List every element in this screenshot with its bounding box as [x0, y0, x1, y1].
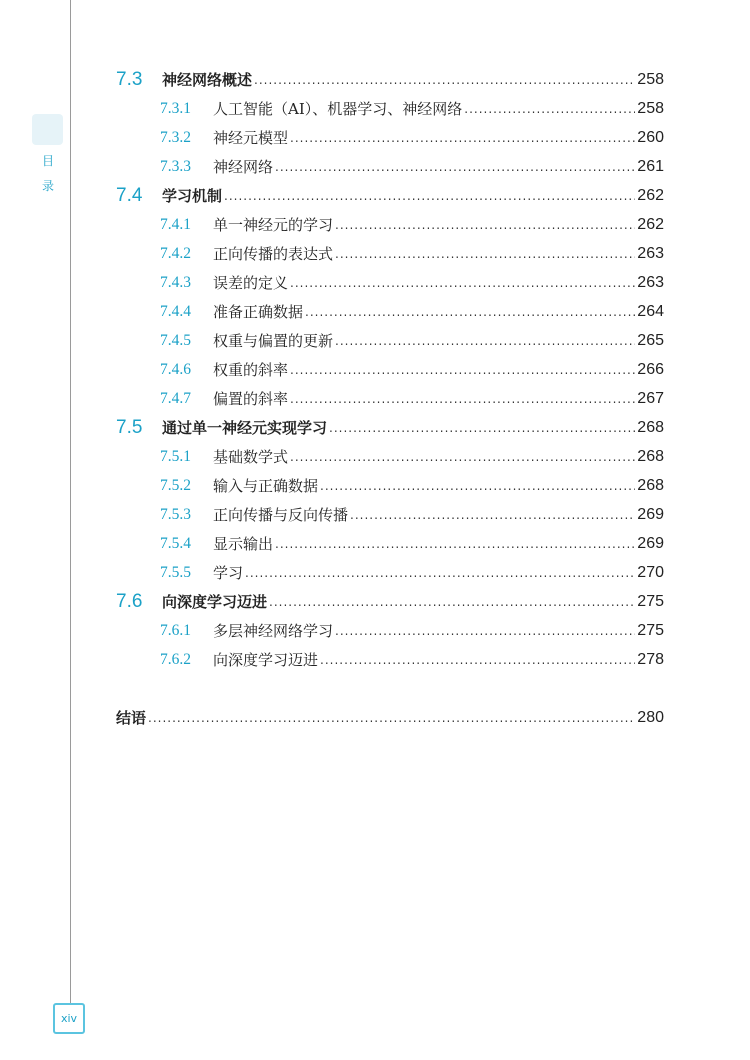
subsection-number: 7.4.2 — [160, 245, 191, 262]
toc-entry-subsection[interactable] — [116, 470, 664, 499]
toc-entry-subsection[interactable] — [116, 354, 664, 383]
page-ref: 265 — [637, 332, 664, 349]
sidebar-label-lu: 录 — [41, 179, 54, 193]
subsection-title: 正向传播与反向传播 — [213, 506, 349, 524]
toc-entry-section[interactable] — [116, 180, 664, 209]
section-title: 向深度学习迈进 — [162, 593, 268, 611]
subsection-title: 学习 — [213, 564, 244, 582]
page-ref: 258 — [637, 100, 664, 117]
toc-entry-subsection[interactable] — [116, 151, 664, 180]
toc-entry-subsection[interactable] — [116, 644, 664, 673]
sidebar-rule — [70, 0, 71, 1003]
page-number: xiv — [60, 1012, 78, 1025]
subsection-number: 7.6.1 — [160, 622, 191, 639]
page-ref: 262 — [637, 187, 664, 204]
subsection-title: 权重的斜率 — [213, 361, 289, 379]
toc-entry-subsection[interactable] — [116, 383, 664, 412]
page-ref: 269 — [637, 535, 664, 552]
dot-leader — [275, 157, 635, 177]
subsection-number: 7.6.2 — [160, 651, 191, 668]
toc-entry-subsection[interactable] — [116, 122, 664, 151]
subsection-title: 权重与偏置的更新 — [213, 332, 334, 350]
section-number: 7.4 — [116, 185, 143, 206]
subsection-title: 准备正确数据 — [213, 303, 304, 321]
dot-leader — [320, 476, 635, 496]
dot-leader — [335, 215, 635, 235]
toc-entry-subsection[interactable] — [116, 209, 664, 238]
page-ref: 280 — [637, 709, 664, 726]
section-title: 通过单一神经元实现学习 — [162, 419, 328, 437]
subsection-number: 7.5.3 — [160, 506, 191, 523]
toc-entry-subsection[interactable] — [116, 93, 664, 122]
page-ref: 261 — [637, 158, 664, 175]
page-ref: 270 — [637, 564, 664, 581]
subsection-number: 7.5.5 — [160, 564, 191, 581]
toc-entry-subsection[interactable] — [116, 296, 664, 325]
toc-entry-subsection[interactable] — [116, 528, 664, 557]
epilogue-title: 结语 — [116, 709, 147, 727]
sidebar-label-mu: 目 — [41, 154, 54, 168]
page-ref: 268 — [637, 477, 664, 494]
subsection-title: 基础数学式 — [213, 448, 289, 466]
dot-leader — [224, 186, 635, 206]
page-ref: 262 — [637, 216, 664, 233]
toc-entry-section[interactable] — [116, 412, 664, 441]
dot-leader — [335, 331, 635, 351]
page-ref: 263 — [637, 245, 664, 262]
dot-leader — [148, 708, 635, 728]
toc-entry-subsection[interactable] — [116, 238, 664, 267]
toc-entry-subsection[interactable] — [116, 325, 664, 354]
dot-leader — [350, 505, 635, 525]
dot-leader — [290, 360, 635, 380]
page-ref: 275 — [637, 622, 664, 639]
subsection-number: 7.4.5 — [160, 332, 191, 349]
table-of-contents — [116, 64, 664, 731]
page-ref: 267 — [637, 390, 664, 407]
subsection-title: 误差的定义 — [213, 274, 289, 292]
dot-leader — [290, 447, 635, 467]
dot-leader — [245, 563, 635, 583]
toc-entry-section[interactable] — [116, 64, 664, 93]
section-number: 7.3 — [116, 69, 143, 90]
toc-entry-subsection[interactable] — [116, 615, 664, 644]
subsection-number: 7.5.4 — [160, 535, 191, 552]
subsection-title: 向深度学习迈进 — [213, 651, 319, 669]
dot-leader — [464, 99, 635, 119]
dot-leader — [254, 70, 635, 90]
dot-leader — [305, 302, 635, 322]
page-ref: 264 — [637, 303, 664, 320]
page-ref: 266 — [637, 361, 664, 378]
dot-leader — [335, 621, 635, 641]
section-title: 神经网络概述 — [162, 71, 253, 89]
dot-leader — [329, 418, 635, 438]
page-ref: 268 — [637, 419, 664, 436]
subsection-title: 多层神经网络学习 — [213, 622, 334, 640]
page-ref: 260 — [637, 129, 664, 146]
dot-leader — [335, 244, 635, 264]
page-ref: 278 — [637, 651, 664, 668]
subsection-title: 正向传播的表达式 — [213, 245, 334, 263]
subsection-number: 7.4.6 — [160, 361, 191, 378]
dot-leader — [290, 273, 635, 293]
page-ref: 263 — [637, 274, 664, 291]
subsection-title: 偏置的斜率 — [213, 390, 289, 408]
toc-tab-marker — [32, 114, 63, 145]
subsection-number: 7.4.7 — [160, 390, 191, 407]
section-title: 学习机制 — [162, 187, 223, 205]
dot-leader — [290, 389, 635, 409]
toc-entry-section[interactable] — [116, 586, 664, 615]
subsection-number: 7.3.3 — [160, 158, 191, 175]
section-number: 7.6 — [116, 591, 143, 612]
toc-entry-subsection[interactable] — [116, 441, 664, 470]
subsection-number: 7.5.1 — [160, 448, 191, 465]
page-ref: 269 — [637, 506, 664, 523]
dot-leader — [320, 650, 635, 670]
section-number: 7.5 — [116, 417, 143, 438]
subsection-number: 7.3.2 — [160, 129, 191, 146]
subsection-number: 7.5.2 — [160, 477, 191, 494]
toc-entry-epilogue[interactable] — [116, 702, 664, 731]
dot-leader — [269, 592, 635, 612]
subsection-title: 神经元模型 — [213, 129, 289, 147]
page-number-badge — [53, 1003, 85, 1034]
page-ref: 268 — [637, 448, 664, 465]
subsection-title: 单一神经元的学习 — [213, 216, 334, 234]
toc-entry-subsection[interactable] — [116, 499, 664, 528]
subsection-number: 7.4.3 — [160, 274, 191, 291]
subsection-title: 神经网络 — [213, 158, 274, 176]
dot-leader — [290, 128, 635, 148]
page-ref: 275 — [637, 593, 664, 610]
subsection-title: 显示输出 — [213, 535, 274, 553]
subsection-title: 输入与正确数据 — [213, 477, 319, 495]
dot-leader — [275, 534, 635, 554]
toc-entry-subsection[interactable] — [116, 267, 664, 296]
subsection-number: 7.4.4 — [160, 303, 191, 320]
subsection-number: 7.4.1 — [160, 216, 191, 233]
subsection-number: 7.3.1 — [160, 100, 191, 117]
toc-entry-subsection[interactable] — [116, 557, 664, 586]
page-ref: 258 — [637, 71, 664, 88]
subsection-title: 人工智能（AI）、机器学习、神经网络 — [213, 100, 463, 118]
